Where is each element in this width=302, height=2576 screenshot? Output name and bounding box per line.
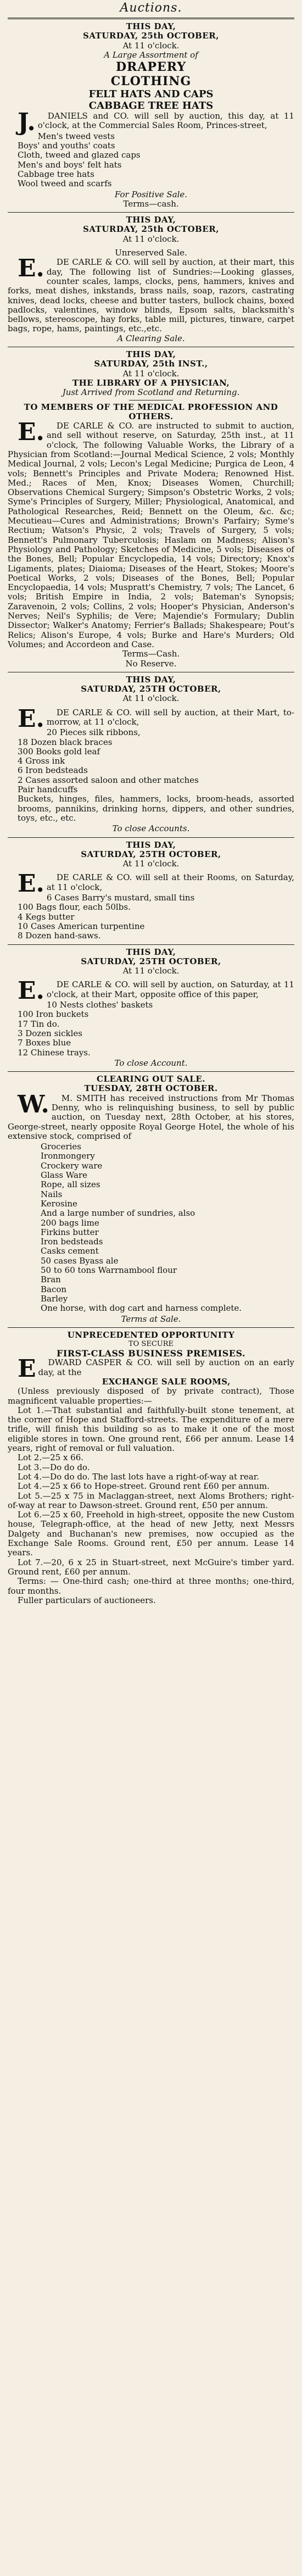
list-item: 50 cases Byass ale	[41, 1255, 119, 1266]
ad-day: THIS DAY,	[126, 349, 176, 360]
ad-day: THIS DAY,	[126, 674, 176, 685]
ad-body: (Unless previously disposed of by private contract), Those magnificent valuable properties:—	[8, 1386, 294, 1406]
ad-heading: CABBAGE TREE HATS	[88, 100, 214, 112]
item-list	[18, 893, 294, 941]
ad-terms: Terms at Sale.	[121, 1314, 181, 1324]
ad-heading: TO MEMBERS OF THE MEDICAL PROFESSION AND OTHERS.	[24, 402, 278, 421]
list-item: Boys' and youths' coats	[18, 141, 115, 151]
newspaper-page	[8, 1, 294, 2576]
ad-casper-premises	[8, 1331, 294, 1605]
list-item: Wool tweed and scarfs	[18, 179, 112, 189]
list-item: 3 Dozen sickles	[18, 1028, 82, 1038]
ad-body: E.DE CARLE & CO. will sell by auction, on Saturday, at 11 o'clock, at their Mart, opposite office of this paper,	[18, 977, 294, 1005]
list-item: Pair handcuffs	[18, 785, 78, 795]
ad-further: Fuller particulars of auctioneers.	[18, 1595, 156, 1605]
list-item: Crockery ware	[41, 1160, 103, 1171]
list-item: 4 Kegs butter	[18, 911, 75, 922]
list-item: 17 Tin do.	[18, 1019, 60, 1029]
ad-time: At 11 o'clock.	[122, 40, 180, 51]
ad-terms: Terms—Cash.	[122, 649, 180, 659]
list-item: 6 Iron bedsteads	[18, 765, 88, 776]
ad-time: At 11 o'clock.	[122, 859, 180, 869]
item-list	[18, 1000, 294, 1058]
ad-heading: UNPRECEDENTED OPPORTUNITY	[67, 1329, 235, 1340]
list-item: Kerosine	[41, 1198, 77, 1209]
ad-day: THIS DAY,	[126, 21, 176, 31]
ad-sale-note: For Positive Sale.	[114, 189, 188, 199]
ad-heading: DRAPERY	[115, 60, 187, 75]
ad-heading: CLEARING OUT SALE.	[97, 1074, 205, 1084]
ad-date: SATURDAY, 25th OCTOBER,	[83, 224, 219, 235]
ad-smith-clearing	[8, 1075, 294, 1324]
list-item: Bacon	[41, 1284, 67, 1294]
list-item: 50 to 60 tons Warrnambool flour	[41, 1265, 177, 1276]
list-item: 7 Boxes blue	[18, 1038, 71, 1048]
item-list	[41, 1142, 294, 1313]
list-item: Rope, all sizes	[41, 1179, 100, 1190]
list-item: 8 Dozen hand-saws.	[18, 931, 101, 941]
ad-body: J.DANIELS and CO. will sell by auction, this day, at 11 o'clock, at the Commercial Sales Room, Princes-street,	[18, 108, 294, 137]
list-item: 200 bags lime	[41, 1217, 99, 1228]
lot-item: Lot 4.—Do do do. The last lots have a right-of-way at rear.	[18, 1471, 260, 1482]
divider	[8, 212, 294, 213]
ad-decarle-library	[8, 350, 294, 669]
ad-decarle-mustard	[8, 841, 294, 941]
ad-title: Unreserved Sale.	[115, 248, 187, 258]
list-item: And a large number of sundries, also	[41, 1208, 195, 1219]
ad-date: SATURDAY, 25th OCTOBER,	[83, 31, 219, 41]
ad-date: SATURDAY, 25TH OCTOBER,	[81, 956, 221, 966]
list-item: Groceries	[41, 1142, 82, 1152]
ad-close-note: To close Account.	[114, 1058, 188, 1068]
list-item: Ironmongery	[41, 1151, 95, 1161]
ad-time: At 11 o'clock.	[122, 693, 180, 704]
list-item: Buckets, hinges, files, hammers, locks, broom-heads, assorted brooms, pannikins, drinking horns, dippers, and other sundries, toys, etc., etc.	[18, 794, 294, 823]
list-item: One horse, with dog cart and harness complete.	[41, 1303, 242, 1314]
ad-decarle-sundries	[8, 215, 294, 343]
ad-time: At 11 o'clock.	[122, 233, 180, 244]
lot-item: Lot 1.—That substantial and faithfully-built stone tenement, at the corner of Hope and Stafford-streets. The expenditure of a mere trifle, will finish this building so as to make it one of the most eligible stores in town. One ground rent, £66 per annum. Lease 14 years, right of removal or full valuation.	[8, 1405, 294, 1454]
lot-item: Lot 4.—25 x 66 to Hope-street. Ground rent £60 per annum.	[18, 1481, 270, 1492]
ad-close-note: To close Accounts.	[112, 824, 190, 834]
list-item: 10 Cases American turpentine	[18, 921, 145, 931]
ad-subheading: Just Arrived from Scotland and Returning.	[62, 387, 240, 398]
divider	[8, 837, 294, 838]
ad-date: SATURDAY, 25TH OCTOBER,	[81, 684, 221, 694]
list-item: Cloth, tweed and glazed caps	[18, 150, 141, 160]
ad-body: EDWARD CASPER & CO. will sell by auction on an early day, at the	[18, 1355, 294, 1383]
list-item: 2 Cases assorted saloon and other matches	[18, 775, 199, 785]
ad-heading: FELT HATS AND CAPS	[88, 88, 214, 101]
list-item: Glass Ware	[41, 1170, 87, 1181]
lot-item: Lot 6.—25 x 60, Freehold in high-street, opposite the new Custom house, Telegraph-office, at the head of new Jetty, next Messrs Dalgety and Buchanan's new premises, now occupied as the Exchange Sale Rooms. Ground rent, £50 per annum. Lease 14 years.	[8, 1510, 294, 1558]
lot-item: Lot 5.—25 x 75 in Maclaggan-street, next Aloms Brothers; right-of-way at rear to Dawson-street. Ground rent, £50 per annum.	[8, 1490, 294, 1510]
ad-time: At 11 o'clock.	[122, 368, 180, 379]
ad-body: W.M. SMITH has received instructions from Mr Thomas Denny, who is relinquishing business, to sell by public auction, on Tuesday next, 28th October, at his stores, George-street, nearly opposite Royal George Hotel, the whole of his extensive stock, comprised of	[8, 1090, 294, 1141]
ad-decarle-baskets	[8, 948, 294, 1069]
lot-item: Lot 2.—25 x 66.	[18, 1453, 84, 1463]
list-item: Casks cement	[41, 1246, 99, 1256]
ad-date: TUESDAY, 28TH OCTOBER.	[84, 1083, 218, 1094]
ad-date: SATURDAY, 25th INST.,	[94, 359, 208, 369]
list-item: Cabbage tree hats	[18, 169, 94, 179]
list-item: 100 Iron buckets	[18, 1009, 89, 1020]
divider	[8, 18, 294, 19]
list-item: 300 Books gold leaf	[18, 746, 100, 756]
ad-body: E.DE CARLE & CO. will sell by auction, at their mart, this day, The following list of Sundries:—Looking glasses, counter scales, lamps, clocks, pens, hammers, knives and forks, meat dishes, inkstands, brass nails, soap, razors, castrating knives, dead locks, cheese and butter tasters, bullock chains, boxed padlocks, valentines, window blinds, Epsom salts, blacksmith's bellows, stereoscope, hay forks, table mill, pictures, tinware, carpet bags, rope, hams, paintings, etc.,etc.	[8, 254, 294, 334]
ad-subheading: TO SECURE	[128, 1340, 174, 1349]
list-item: Nails	[41, 1189, 63, 1199]
ad-daniels-drapery	[8, 22, 294, 209]
ad-heading: THE LIBRARY OF A PHYSICIAN,	[72, 377, 230, 388]
ad-body: E.DE CARLE & CO. are instructed to submit to auction, and sell without reserve, on Saturday, 25th inst., at 11 o'clock, The following Valuable Works, the Library of a Physician from Scotland:—Journal Medical Science, 2 vols; Monthly Medical Journal, 2 vols; Lecon's Legal Medicine; Purgica de Leon, 4 vols; Bennett's Principles and Private Modera; Renowned Hist. Med.; Races of Men, Knox; Diseases Women, Churchill; Observations Chemical Surgery; Simpson's Obstetric Works, 2 vols; Syme's Principles of Surgery, Miller; Physiological, Anatomical, and Pathological Researches, Reid; Bennett on the Oleum, &c. &c; Mecutieau—Cures and Administrations; Brown's Parfairy; Syme's Rectium; Watson's Physic, 2 vols; Travels of Surgery, 5 vols; Bennett's Pulmonary Tuberculosis; Haslam on Madness; Alison's Physiology and Pathology; Sketches of Medicine, 5 vols; Diseases of the Bones, Bell; Popular Encyclopedia, 14 vols; Directory; Knox's Ligaments, plates; Diaioma; Diseases of the Heart, Stokes; Moore's Poetical Works, 2 vols; Diseases of the Bones, Bell; Popular Encyclopaedia, 14 vols; Muspratt's Chemistry, 7 vols; The Lancet, 6 vols; British Empire in India, 2 vols; Bateman's Synopsis; Zaravenoin, 2 vols; Collins, 2 vols; Hooper's Physician, Anderson's Nerves; Neil's Syphilis; de Vere; Majendie's Formulary; Dublin Dissector; Walker's Anatomy; Ferrier's Ballads; Shakespeare; Pout's Relics; Alison's Europe, 4 vols; Burke and Hare's Murders; Old Volumes; and Accordeon and Case.	[8, 418, 294, 649]
list-item: 100 Bags flour, each 50lbs.	[18, 902, 131, 913]
ad-reserve: No Reserve.	[125, 658, 177, 669]
list-item: Men's tweed vests	[37, 131, 115, 141]
ad-terms: Terms—cash.	[123, 198, 179, 209]
ad-day: THIS DAY,	[126, 215, 176, 225]
ad-body: E.DE CARLE & CO. will sell at their Rooms, on Saturday, at 11 o'clock,	[18, 870, 294, 898]
item-list	[18, 132, 294, 189]
ad-heading: EXCHANGE SALE ROOMS,	[102, 1377, 231, 1387]
list-item: Firkins butter	[41, 1227, 99, 1237]
list-item: 18 Dozen black braces	[18, 737, 113, 747]
list-item: 20 Pieces silk ribbons,	[46, 727, 141, 738]
ad-day: THIS DAY,	[126, 947, 176, 957]
list-item: Men's and boys' felt hats	[18, 159, 122, 170]
divider	[8, 1071, 294, 1072]
ad-date: SATURDAY, 25TH OCTOBER,	[81, 849, 221, 859]
divider	[8, 944, 294, 945]
ad-heading: CLOTHING	[110, 74, 192, 89]
lot-item: Lot 3.—Do do do.	[18, 1462, 90, 1472]
list-item: 12 Chinese trays.	[18, 1047, 91, 1058]
section-masthead: Auctions.	[120, 1, 182, 15]
ad-heading: FIRST-CLASS BUSINESS PREMISES.	[56, 1348, 245, 1359]
list-item: Bran	[41, 1275, 61, 1285]
ad-terms: Terms: — One-third cash; one-third at three months; one-third, four months.	[8, 1576, 294, 1596]
ad-sale-note: A Clearing Sale.	[117, 333, 185, 343]
ad-intro: A Large Assortment of	[104, 49, 198, 60]
list-item: Iron bedsteads	[41, 1237, 103, 1247]
divider	[8, 1327, 294, 1328]
ad-day: THIS DAY,	[126, 839, 176, 850]
list-item: Barley	[41, 1293, 68, 1304]
ad-decarle-ribbons	[8, 675, 294, 834]
lot-item: Lot 7.—20, 6 x 25 in Stuart-street, next McGuire's timber yard. Ground rent, £60 per annum.	[8, 1557, 294, 1577]
ad-time: At 11 o'clock.	[122, 966, 180, 976]
ad-body: E.DE CARLE & CO. will sell by auction, at their Mart, to-morrow, at 11 o'clock,	[18, 704, 294, 733]
item-list	[18, 728, 294, 823]
list-item: 10 Nests clothes' baskets	[46, 1000, 153, 1010]
list-item: 4 Gross ink	[18, 756, 65, 766]
list-item: 6 Cases Barry's mustard, small tins	[46, 893, 195, 903]
